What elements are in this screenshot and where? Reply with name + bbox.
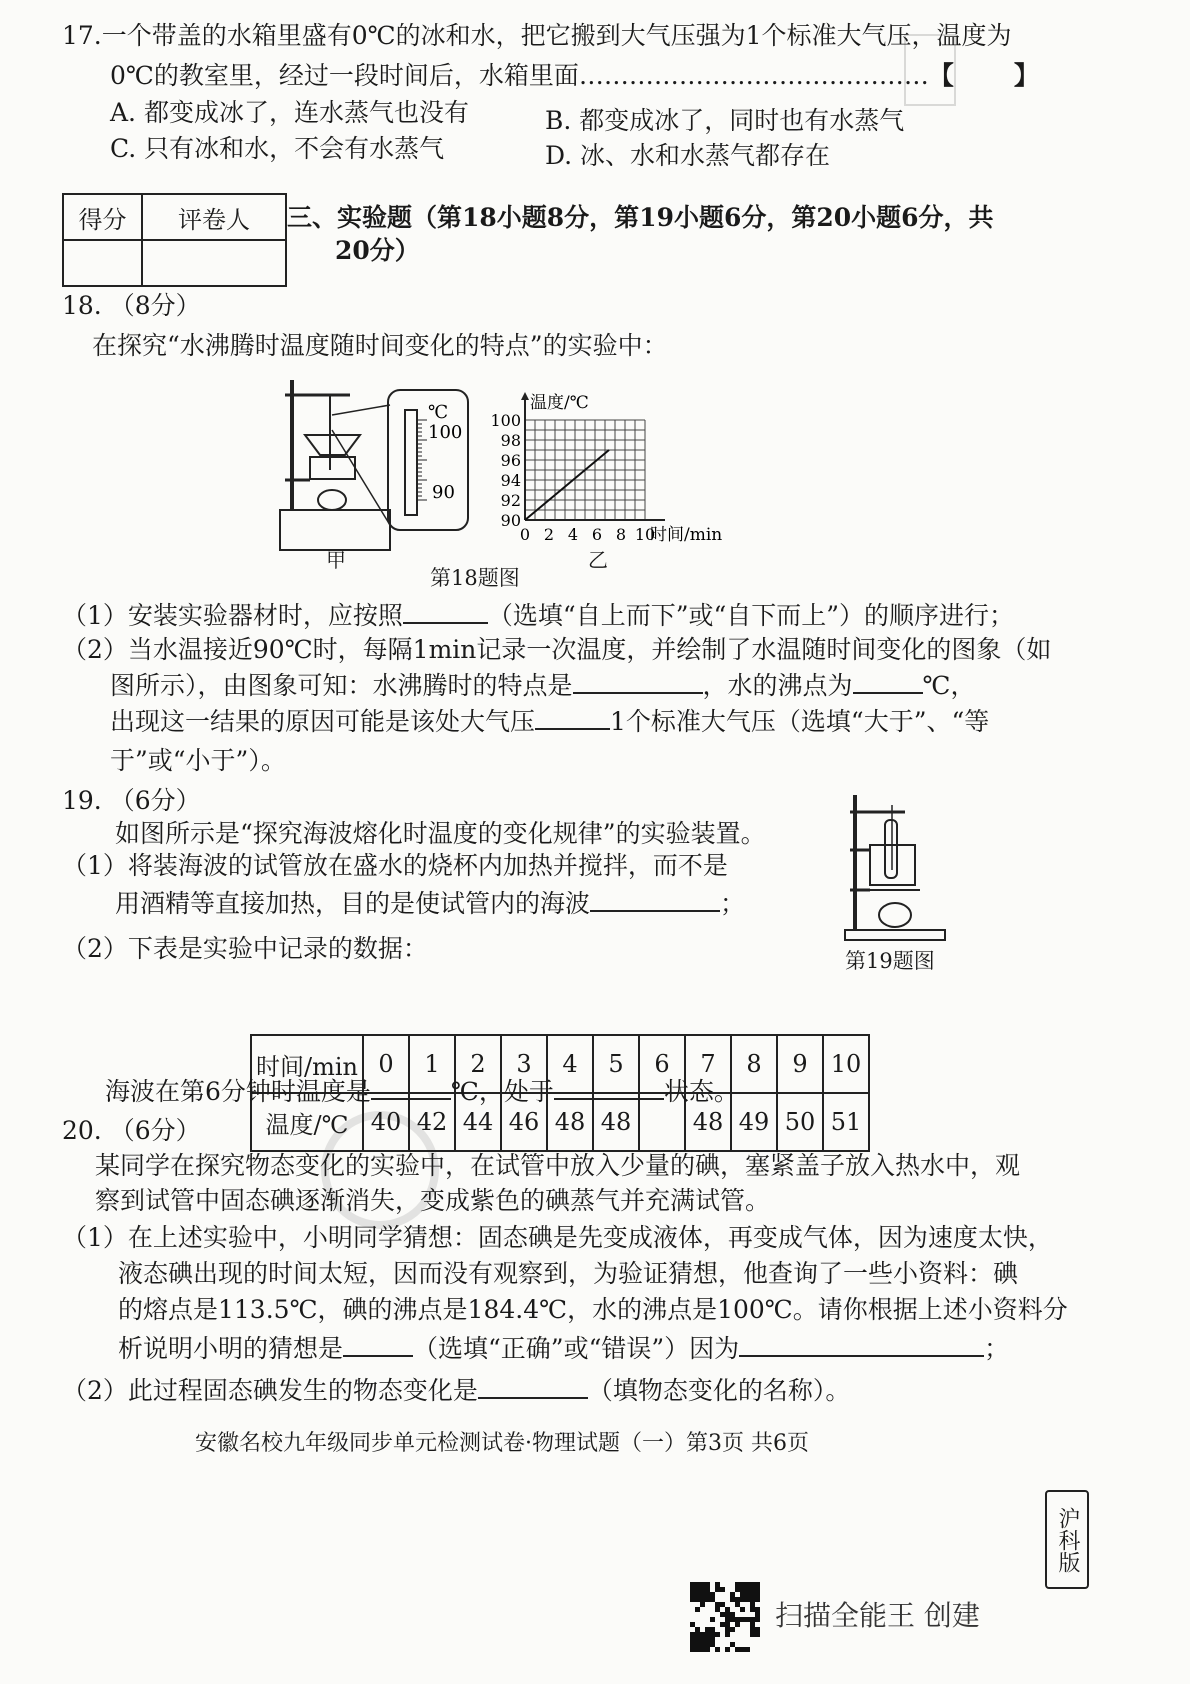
time-cell: 10	[823, 1035, 869, 1093]
y-axis-arrow	[521, 392, 529, 400]
temp-cell: 42	[409, 1093, 455, 1151]
temp-cell: 44	[455, 1093, 501, 1151]
y-tick-label: 96	[500, 451, 521, 470]
scanner-watermark: 扫描全能王 创建	[775, 1599, 980, 1632]
q19-intro: 如图所示是“探究海波熔化时温度的变化规律”的实验装置。	[115, 819, 766, 848]
section3-title: 三、实验题（第18小题8分，第19小题6分，第20小题6分，共	[287, 203, 994, 232]
temp-cell: 49	[731, 1093, 777, 1151]
temp-header: 温度/℃	[251, 1093, 363, 1151]
q20-number: 20. （6分）	[62, 1116, 201, 1145]
q18-part2-line3: 出现这一结果的原因可能是该处大气压 1个标准大气压（选填“大于”、“等	[110, 707, 990, 736]
q17-option-b: B. 都变成冰了，同时也有水蒸气	[545, 106, 905, 135]
q19-fig-caption: 第19题图	[845, 949, 935, 973]
q17-option-c: C. 只有冰和水，不会有水蒸气	[110, 134, 445, 163]
q19-part1-line1: （1）将装海波的试管放在盛水的烧杯内加热并搅拌，而不是	[62, 851, 728, 880]
x-tick-label: 4	[567, 525, 579, 544]
q18-part1: （1）安装实验器材时，应按照 （选填“自上而下”或“自下而上”）的顺序进行；	[62, 601, 1015, 630]
time-cell: 3	[501, 1035, 547, 1093]
grader-cell	[142, 240, 286, 286]
y-tick-label: 90	[500, 511, 521, 530]
q17-line2: 0℃的教室里，经过一段时间后，水箱里面……………………………………【 】	[110, 61, 1039, 90]
time-cell: 5	[593, 1035, 639, 1093]
q19-part1-line2: 用酒精等直接加热，目的是使试管内的海波 ；	[115, 889, 746, 918]
x-tick-label: 6	[591, 525, 603, 544]
time-cell: 1	[409, 1035, 455, 1093]
section3-title-cont: 20分）	[335, 236, 420, 265]
time-cell: 8	[731, 1035, 777, 1093]
temp-cell: 48	[547, 1093, 593, 1151]
y-axis-label: 温度/℃	[530, 393, 589, 413]
q20-line4: 液态碘出现的时间太短，因而没有观察到，为验证猜想，他查询了一些小资料：碘	[118, 1259, 1019, 1288]
q20-line7: （2）此过程固态碘发生的物态变化是 （填物态变化的名称）。	[62, 1376, 851, 1405]
temp-cell: 50	[777, 1093, 823, 1151]
qr-code-icon	[690, 1582, 760, 1652]
score-header: 得分	[63, 194, 142, 240]
temp-cell: 46	[501, 1093, 547, 1151]
edition-stamp: 沪科版	[1045, 1490, 1089, 1589]
temp-cell: 48	[685, 1093, 731, 1151]
q20-line3: （1）在上述实验中，小明同学猜想：固态碘是先变成液体，再变成气体，因为速度太快，	[62, 1223, 1053, 1252]
q18-intro: 在探究“水沸腾时温度随时间变化的特点”的实验中：	[92, 331, 668, 360]
q18-part2-line4: 于”或“小于”）。	[110, 746, 286, 775]
x-tick-label: 10	[634, 525, 656, 544]
page-footer: 安徽名校九年级同步单元检测试卷·物理试题（一）第3页 共6页	[195, 1431, 809, 1456]
q17-line1: 17.一个带盖的水箱里盛有0℃的冰和水，把它搬到大气压强为1个标准大气压，温度为	[62, 21, 1012, 50]
q20-line6: 析说明小明的猜想是 （选填“正确”或“错误”）因为 ；	[118, 1334, 1010, 1363]
q18-temperature-chart	[490, 385, 750, 555]
q18-part2-line1: （2）当水温接近90℃时，每隔1min记录一次温度，并绘制了水温随时间变化的图象（如	[62, 635, 1052, 664]
time-cell: 2	[455, 1035, 501, 1093]
x-axis-label: 时间/min	[650, 525, 723, 545]
q19-part2: （2）下表是实验中记录的数据：	[62, 934, 428, 963]
fig-yi-label: 乙	[588, 548, 608, 572]
q17-option-a: A. 都变成冰了，连水蒸气也没有	[110, 98, 469, 127]
time-header: 时间/min	[251, 1035, 363, 1093]
temp-cell: 51	[823, 1093, 869, 1151]
time-cell: 9	[777, 1035, 823, 1093]
q20-line5: 的熔点是113.5℃，碘的沸点是184.4℃，水的沸点是100℃。请你根据上述小资料分	[118, 1295, 1068, 1324]
fig-jia-label: 甲	[326, 548, 346, 572]
x-tick-label: 8	[615, 525, 627, 544]
grader-header: 评卷人	[142, 194, 286, 240]
x-tick-label: 2	[543, 525, 555, 544]
thermometer-90-label: 90	[432, 482, 455, 503]
time-cell: 6	[639, 1035, 685, 1093]
y-tick-label: 100	[490, 411, 521, 430]
score-table	[62, 193, 287, 287]
q18-number: 18. （8分）	[62, 291, 201, 320]
q19-number: 19. （6分）	[62, 786, 201, 815]
y-tick-label: 92	[500, 491, 521, 510]
q20-line2: 察到试管中固态碘逐渐消失，变成紫色的碘蒸气并充满试管。	[95, 1186, 771, 1215]
time-cell: 7	[685, 1035, 731, 1093]
time-cell: 4	[547, 1035, 593, 1093]
q19-answer-line: 海波在第6分钟时温度是 ℃，处于 状态。	[105, 1077, 739, 1106]
y-tick-label: 98	[500, 431, 521, 450]
q19-apparatus-figure	[840, 790, 950, 945]
thermometer-unit: ℃	[428, 402, 449, 423]
x-tick-label: 0	[519, 525, 531, 544]
thermometer-100-label: 100	[428, 422, 463, 443]
q18-apparatus-figure	[270, 375, 480, 575]
time-cell: 0	[363, 1035, 409, 1093]
temp-cell: 48	[593, 1093, 639, 1151]
y-tick-label: 94	[500, 471, 521, 490]
q18-part2-line2: 图所示），由图象可知：水沸腾时的特点是 ，水的沸点为 ℃，	[110, 671, 976, 700]
q17-option-d: D. 冰、水和水蒸气都存在	[545, 141, 831, 170]
q18-fig-caption: 第18题图	[430, 566, 520, 590]
score-cell	[63, 240, 142, 286]
q20-line1: 某同学在探究物态变化的实验中，在试管中放入少量的碘，塞紧盖子放入热水中，观	[95, 1151, 1021, 1180]
temp-cell: 40	[363, 1093, 409, 1151]
